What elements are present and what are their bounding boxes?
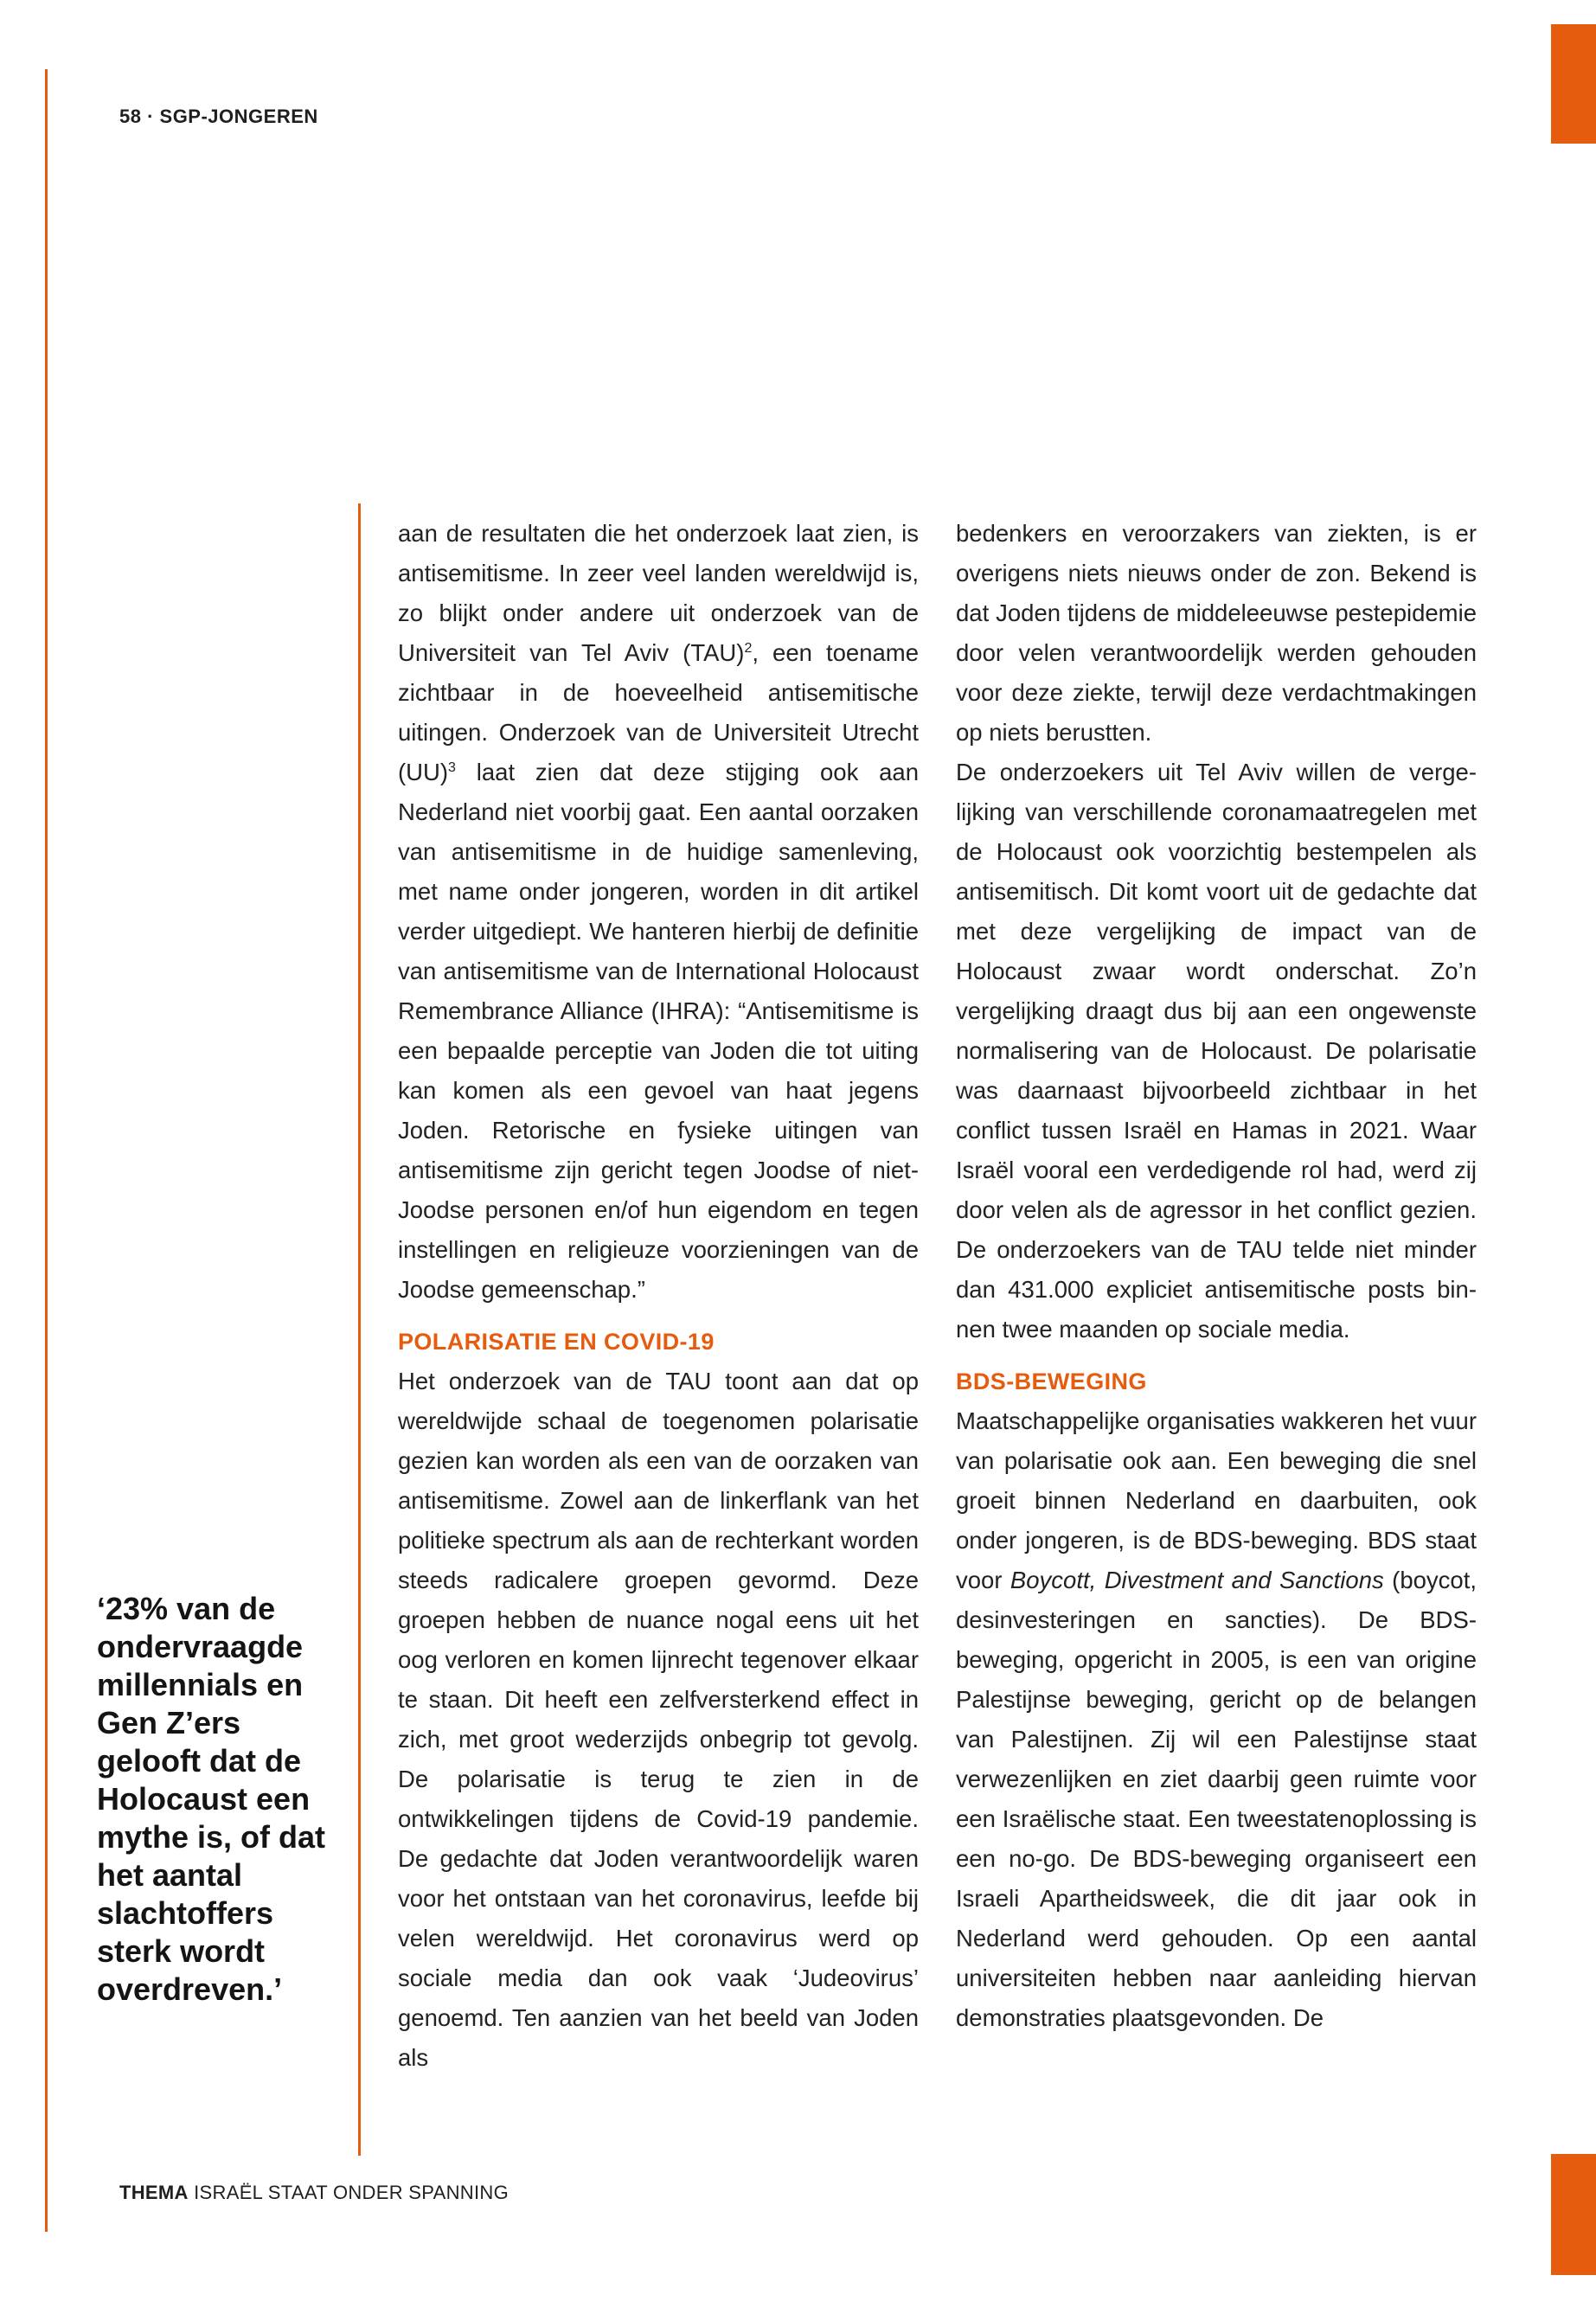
orange-tab-bottom (1551, 2154, 1596, 2275)
orange-tab-top (1551, 24, 1596, 144)
article-column-1 (398, 514, 919, 2078)
page-footer (119, 2182, 509, 2204)
footnote-ref-2: 2 (744, 640, 753, 656)
footnote-ref-3: 3 (448, 760, 456, 775)
footer-thema: THEMA (119, 2182, 189, 2203)
paragraph: Maatschappelijke organisaties wakkeren het vuur van polarisatie ook aan. Een beweging die snel groeit binnen Nederland en daarbuiten, ook onder jongeren, is de BDS-beweging. BDS staat voor Boycott, Divestment and Sanctions (boycot, desinvesteringen en sancties). De BDS-beweging, opgericht in 2005, is een van origine Palestijnse beweging, gericht op de belangen van Palestijnen. Zij wil een Palestijnse staat verwezenlijken en ziet daarbij geen ruimte voor een Israëlische staat. Een tweestatenoplossing is een no-go. De BDS-beweging organiseert een Israeli Apartheidsweek, die dit jaar ook in Nederland werd gehouden. Op een aantal universiteiten hebben naar aanleiding hiervan demonstraties plaatsgevonden. De (956, 1407, 1477, 2031)
paragraph: bedenkers en veroorzakers van ziekten, is er overigens niets nieuws onder de zon. Bekend is dat Joden tijdens de middeleeuwse pestepidemie door velen verantwoordelijk werden gehouden voor deze ziekte, terwijl deze verdachtmakingen op niets berustten. (956, 520, 1477, 746)
section-heading-polarisatie: POLARISATIE EN COVID-19 (398, 1329, 715, 1355)
section-heading-bds: BDS-BEWEGING (956, 1368, 1147, 1394)
article-column-2 (956, 514, 1477, 2038)
paragraph: Het onderzoek van de TAU toont aan dat op wereldwijde schaal de toegenomen polarisatie gezien kan worden als een van de oorzaken van antisemitisme. Zowel aan de linkerflank van het politieke spectrum als aan de rechterkant worden steeds radicalere groepen gevormd. Deze groepen hebben de nuance nogal eens uit het oog verloren en komen lijnrecht tegenover elkaar te staan. Dit heeft een zelfversterkend effect in zich, met groot wederzijds onbegrip tot gevolg. De polarisatie is terug te zien in de ontwikkelingen tijdens de Covid-19 pandemie. De gedachte dat Joden verantwoordelijk waren voor het ontstaan van het coronavirus, leefde bij velen wereldwijd. Het coronavirus werd op sociale media dan ook vaak ‘Judeovirus’ genoemd. Ten aanzien van het beeld van Joden als (398, 1368, 919, 2071)
paragraph: aan de resultaten die het onderzoek laat zien, is antisemitisme. In zeer veel landen wereldwijd is, zo blijkt onder andere uit onderzoek van de Universiteit van Tel Aviv (TAU)$^2$, een toename zichtbaar in de hoeveelheid antisemitische uitingen. Onderzoek van de Universiteit Utrecht (UU)$^3$ laat zien dat deze stijging ook aan Nederland niet voorbij gaat. Een aantal oorzaken van antisemitisme in de huidige samenleving, met name onder jongeren, worden in dit artikel verder uitgediept. We hanteren hierbij de definitie van antisemitisme van de International Holocaust Remembrance Alliance (IHRA): “Antisemitisme is een bepaalde perceptie van Joden die tot uiting kan komen als een gevoel van haat jegens Joden. Retorische en fysieke uitingen van antisemitisme zijn gericht tegen Joodse of niet-Joodse personen en/of hun eigendom en tegen instellingen en religieuze voorzieningen van de Joodse gemeenschap.” (398, 520, 919, 1303)
pull-quote: ‘23% van de ondervraagde millennials en Gen Z’ers gelooft dat de Holocaust een mythe is, of dat het aantal slachtoffers sterk wordt overdreven.’ (97, 1591, 326, 2007)
left-margin-rule (45, 69, 48, 2232)
running-head: 58 · SGP-JONGEREN (119, 106, 318, 127)
column-divider-rule (358, 503, 361, 2156)
italic-term: Boycott, Divestment and Sanctions (1010, 1567, 1384, 1593)
paragraph: De onderzoekers uit Tel Aviv willen de vergelijking van verschillende coronamaatregelen met de Holocaust ook voorzichtig bestempelen als antisemitisch. Dit komt voort uit de gedachte dat met deze vergelijking de impact van de Holocaust zwaar wordt onderschat. Zo’n vergelijking draagt dus bij aan een ongewenste normalisering van de Holocaust. De polarisatie was daarnaast bijvoorbeeld zichtbaar in het conflict tussen Israël en Hamas in 2021. Waar Israël vooral een verdedigende rol had, werd zij door velen als de agressor in het conflict gezien. De onderzoekers van de TAU telde niet minder dan 431.000 expliciet antisemitische posts binnen twee maanden op sociale media. (956, 759, 1477, 1343)
footer-title: ISRAËL STAAT ONDER SPANNING (194, 2182, 509, 2203)
